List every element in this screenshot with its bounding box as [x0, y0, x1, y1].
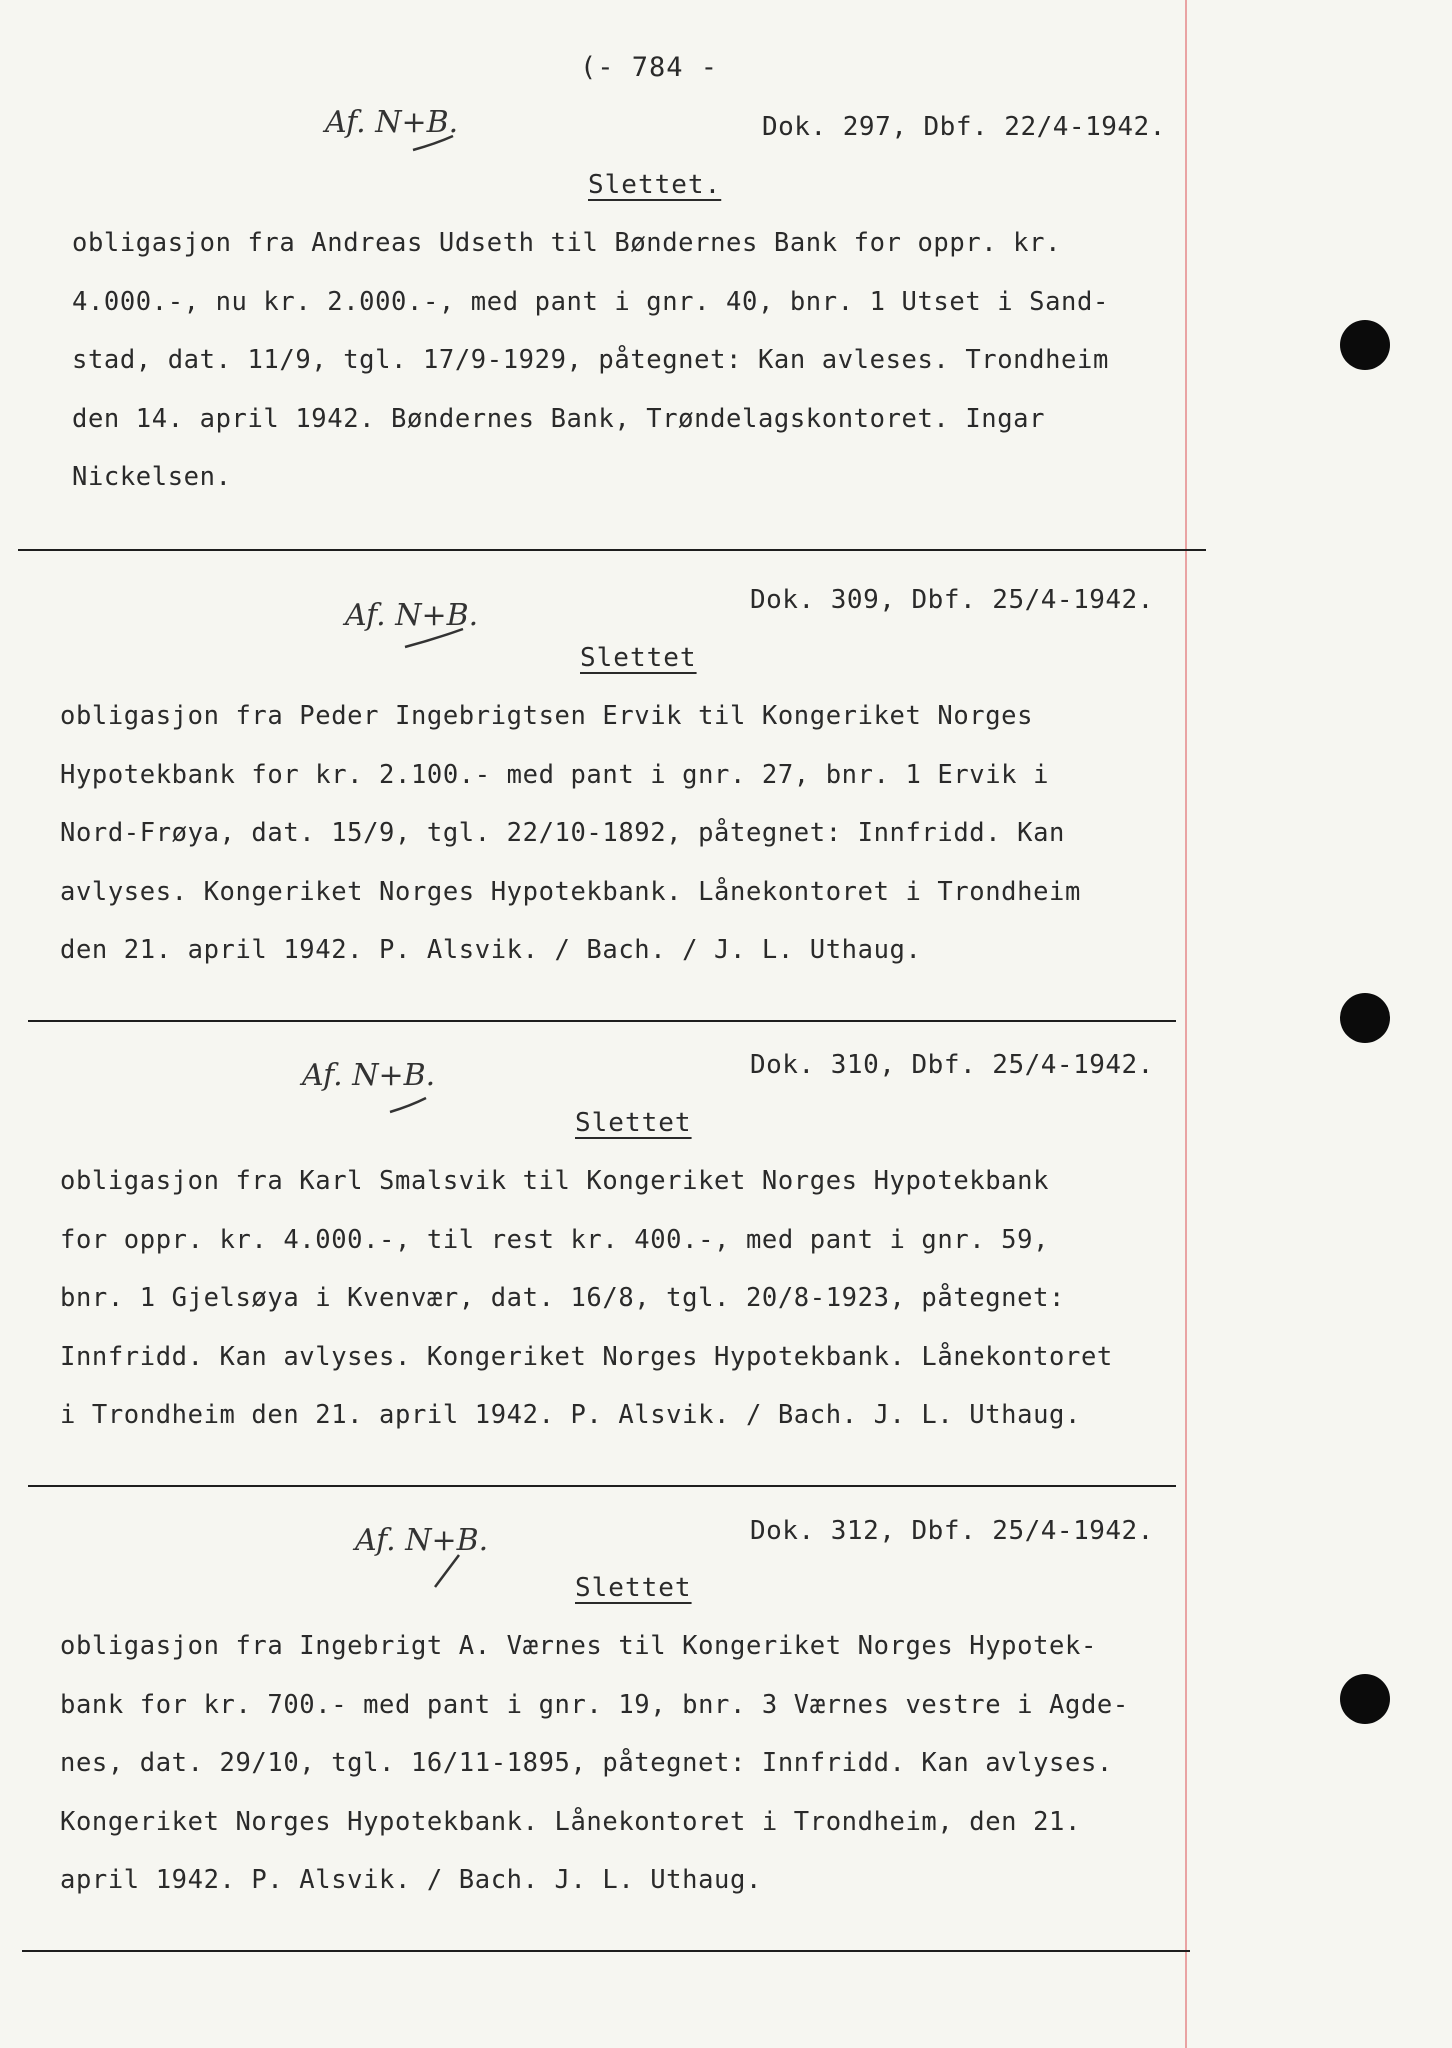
- entry-separator: [28, 1485, 1176, 1487]
- body-line: Nickelsen.: [72, 462, 232, 492]
- body-line: for oppr. kr. 4.000.-, til rest kr. 400.-, med pant i gnr. 59,: [60, 1224, 1050, 1255]
- entry-title: Slettet: [575, 1573, 692, 1603]
- body-line: bnr. 1 Gjelsøya i Kvenvær, dat. 16/8, tgl. 20/8-1923, påtegnet:: [60, 1283, 1065, 1313]
- annotation-text: Af. N+B.: [325, 105, 459, 140]
- margin-line: [1185, 0, 1187, 2048]
- body-line: april 1942. P. Alsvik. / Bach. J. L. Uthaug.: [60, 1865, 762, 1895]
- body-line: bank for kr. 700.- med pant i gnr. 19, bnr. 3 Værnes vestre i Agde-: [60, 1689, 1129, 1720]
- body-line: Innfridd. Kan avlyses. Kongeriket Norges Hypotekbank. Lånekontoret: [60, 1341, 1113, 1372]
- entry-separator: [22, 1950, 1190, 1952]
- binder-hole: [1340, 320, 1390, 370]
- entry-title: Slettet: [575, 1108, 692, 1138]
- page-number: (- 784 -: [580, 52, 719, 83]
- body-line: Nord-Frøya, dat. 15/9, tgl. 22/10-1892, påtegnet: Innfridd. Kan: [60, 818, 1065, 848]
- body-line: avlyses. Kongeriket Norges Hypotekbank. Lånekontoret i Trondheim: [60, 876, 1081, 907]
- annotation-text: Af. N+B.: [355, 1523, 489, 1558]
- entry-body: [60, 687, 1081, 980]
- body-line: i Trondheim den 21. april 1942. P. Alsvik. / Bach. J. L. Uthaug.: [60, 1400, 1081, 1430]
- handwritten-annotation: [302, 1040, 462, 1124]
- body-line: 4.000.-, nu kr. 2.000.-, med pant i gnr. 40, bnr. 1 Utset i Sand-: [72, 286, 1109, 317]
- body-line: obligasjon fra Andreas Udseth til Bøndernes Bank for oppr. kr.: [72, 228, 1062, 258]
- body-line: den 14. april 1942. Bøndernes Bank, Trøndelagskontoret. Ingar: [72, 403, 1046, 434]
- entry-header: Dok. 312, Dbf. 25/4-1942.: [750, 1516, 1154, 1546]
- entry-title: Slettet: [580, 643, 697, 673]
- body-line: obligasjon fra Ingebrigt A. Værnes til Kongeriket Norges Hypotek-: [60, 1631, 1097, 1661]
- annotation-text: Af. N+B.: [302, 1058, 436, 1093]
- entry-separator: [28, 1020, 1176, 1022]
- entry-separator: [18, 549, 1206, 551]
- body-line: obligasjon fra Peder Ingebrigtsen Ervik til Kongeriket Norges: [60, 701, 1034, 731]
- entry-body: [72, 214, 1109, 507]
- handwritten-annotation: [355, 1505, 515, 1599]
- handwritten-annotation: [325, 92, 485, 166]
- entry-header: Dok. 309, Dbf. 25/4-1942.: [750, 585, 1154, 615]
- body-line: stad, dat. 11/9, tgl. 17/9-1929, påtegnet: Kan avleses. Trondheim: [72, 345, 1109, 375]
- body-line: obligasjon fra Karl Smalsvik til Kongeriket Norges Hypotekbank: [60, 1166, 1050, 1196]
- entry-header: Dok. 297, Dbf. 22/4-1942.: [762, 112, 1166, 142]
- binder-hole: [1340, 993, 1390, 1043]
- entry-body: [60, 1617, 1129, 1910]
- body-line: Hypotekbank for kr. 2.100.- med pant i gnr. 27, bnr. 1 Ervik i: [60, 759, 1050, 790]
- handwritten-annotation: [345, 585, 505, 659]
- annotation-text: Af. N+B.: [345, 598, 479, 633]
- entry-header: Dok. 310, Dbf. 25/4-1942.: [750, 1050, 1154, 1080]
- binder-hole: [1340, 1674, 1390, 1724]
- body-line: den 21. april 1942. P. Alsvik. / Bach. / J. L. Uthaug.: [60, 935, 922, 965]
- body-line: Kongeriket Norges Hypotekbank. Lånekontoret i Trondheim, den 21.: [60, 1806, 1081, 1837]
- body-line: nes, dat. 29/10, tgl. 16/11-1895, påtegnet: Innfridd. Kan avlyses.: [60, 1748, 1113, 1778]
- entry-body: [60, 1152, 1113, 1445]
- entry-title: Slettet.: [588, 170, 722, 200]
